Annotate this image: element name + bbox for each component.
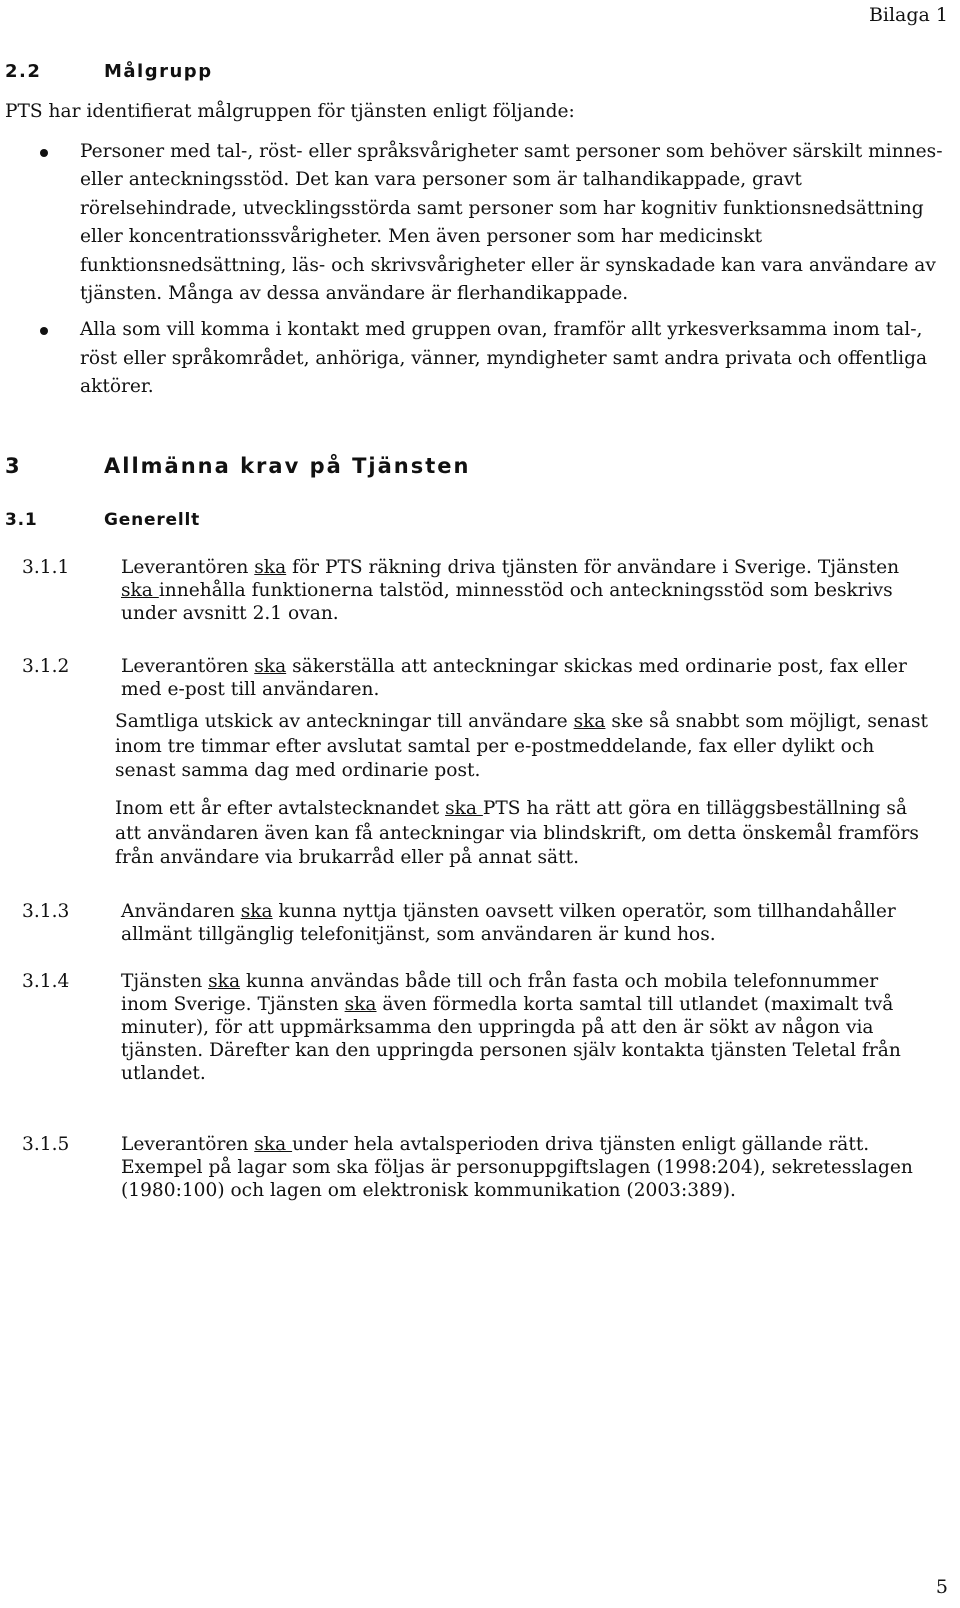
section-title: Generellt (104, 510, 201, 530)
text-run: Tjänsten (121, 971, 209, 992)
section-title: Allmänna krav på Tjänsten (104, 454, 471, 478)
text-run: säkerställa att anteckningar skickas med ordinarie post, fax eller med e-post till användaren. (121, 656, 907, 700)
text-run: kunna användas både till och från fasta och mobila telefonnummer inom Sverige. Tjänsten (121, 971, 879, 1015)
section-heading-3 (5, 454, 470, 478)
requirement-3-1-5 (22, 1133, 942, 1202)
text-run: under hela avtalsperioden driva tjänsten enligt gällande rätt. Exempel på lagar som ska följas är personuppgiftslagen (1998:204), sekretesslagen (1980:100) och lagen om elektronisk kommunikation (2003:389). (121, 1134, 913, 1201)
requirement-text (22, 556, 921, 625)
text-run: Leverantören (121, 557, 255, 578)
bullet-icon (40, 327, 48, 335)
emphasis-ska: ska (254, 1134, 293, 1155)
page-number: 5 (935, 1576, 948, 1598)
requirement-text (22, 655, 921, 701)
emphasis-ska: ska (208, 971, 241, 992)
text-run: Användaren (121, 901, 241, 922)
text-run: för PTS räkning driva tjänsten för användare i Sverige. Tjänsten (286, 557, 900, 578)
requirement-number: 3.1.2 (22, 656, 70, 677)
requirement-3-1-2-paragraph (115, 797, 935, 871)
requirement-number: 3.1.5 (22, 1134, 70, 1155)
requirement-3-1-2-paragraph (115, 710, 935, 784)
requirement-number: 3.1.1 (22, 557, 70, 578)
text-run: ske så snabbt som möjligt, senast inom tre timmar efter avslutat samtal per e-postmeddelande, fax eller dylikt och senast samma dag med ordinarie post. (115, 711, 929, 781)
text-run: Inom ett år efter avtalstecknandet (115, 798, 446, 819)
section-number: 2.2 (5, 61, 42, 82)
text-run: Samtliga utskick av anteckningar till användare (115, 711, 574, 732)
requirement-number: 3.1.3 (22, 901, 70, 922)
list-item-text: Personer med tal-, röst- eller språksvårigheter samt personer som behöver särskilt minnes- eller anteckningsstöd. Det kan vara personer som är talhandikappade, gravt rörelsehindrade, utvecklingsstörda samt personer som har kognitiv funktionsnedsättning eller koncentrationssvårigheter. Men även personer som har medicinskt funktionsnedsättning, läs- och skrivsvårigheter eller är synskadade kan vara användare av tjänsten. Många av dessa användare är flerhandikappade. (80, 141, 943, 305)
text-run: kunna nyttja tjänsten oavsett vilken operatör, som tillhandahåller allmänt tillgänglig telefonitjänst, som användaren är kund hos. (121, 901, 896, 945)
section-number: 3 (5, 454, 22, 478)
text-run: Leverantören (121, 1134, 255, 1155)
appendix-label: Bilaga 1 (868, 4, 948, 26)
section-title: Målgrupp (104, 61, 213, 82)
requirement-3-1-4 (22, 970, 942, 1085)
emphasis-ska: ska (445, 798, 483, 819)
section-heading-2-2 (5, 61, 213, 82)
target-group-list (0, 138, 950, 402)
text-run: Leverantören (121, 656, 255, 677)
requirement-text (22, 970, 921, 1085)
emphasis-ska: ska (254, 656, 287, 677)
list-item (0, 138, 950, 308)
requirement-3-1-1 (22, 556, 942, 625)
requirement-number: 3.1.4 (22, 971, 70, 992)
list-item (0, 316, 950, 401)
requirement-text (22, 900, 921, 946)
requirement-text (22, 1133, 921, 1202)
requirement-3-1-3 (22, 900, 942, 946)
section-heading-3-1 (5, 510, 200, 530)
text-run: även förmedla korta samtal till utlandet (maximalt två minuter), för att uppmärksamma den uppringda på att den är sökt av någon via tjänsten. Därefter kan den uppringda personen själv kontakta tjänsten Teletal från utlandet. (121, 994, 901, 1084)
bullet-icon (40, 149, 48, 157)
requirement-3-1-2 (22, 655, 942, 701)
emphasis-ska: ska (344, 994, 377, 1015)
emphasis-ska: ska (573, 711, 606, 732)
text-run: innehålla funktionerna talstöd, minnesstöd och anteckningsstöd som beskrivs under avsnitt 2.1 ovan. (121, 580, 893, 624)
section-number: 3.1 (5, 510, 38, 530)
text-run: PTS ha rätt att göra en tilläggsbeställning så att användaren även kan få anteckningar via blindskrift, om detta önskemål framförs från användare via brukarråd eller på annat sätt. (115, 798, 919, 868)
list-item-text: Alla som vill komma i kontakt med gruppen ovan, framför allt yrkesverksamma inom tal-, röst eller språkområdet, anhöriga, vänner, myndigheter samt andra privata och offentliga aktörer. (80, 319, 928, 398)
emphasis-ska: ska (254, 557, 287, 578)
emphasis-ska: ska (121, 580, 159, 601)
intro-text: PTS har identifierat målgruppen för tjänsten enligt följande: (5, 101, 575, 122)
emphasis-ska: ska (240, 901, 273, 922)
